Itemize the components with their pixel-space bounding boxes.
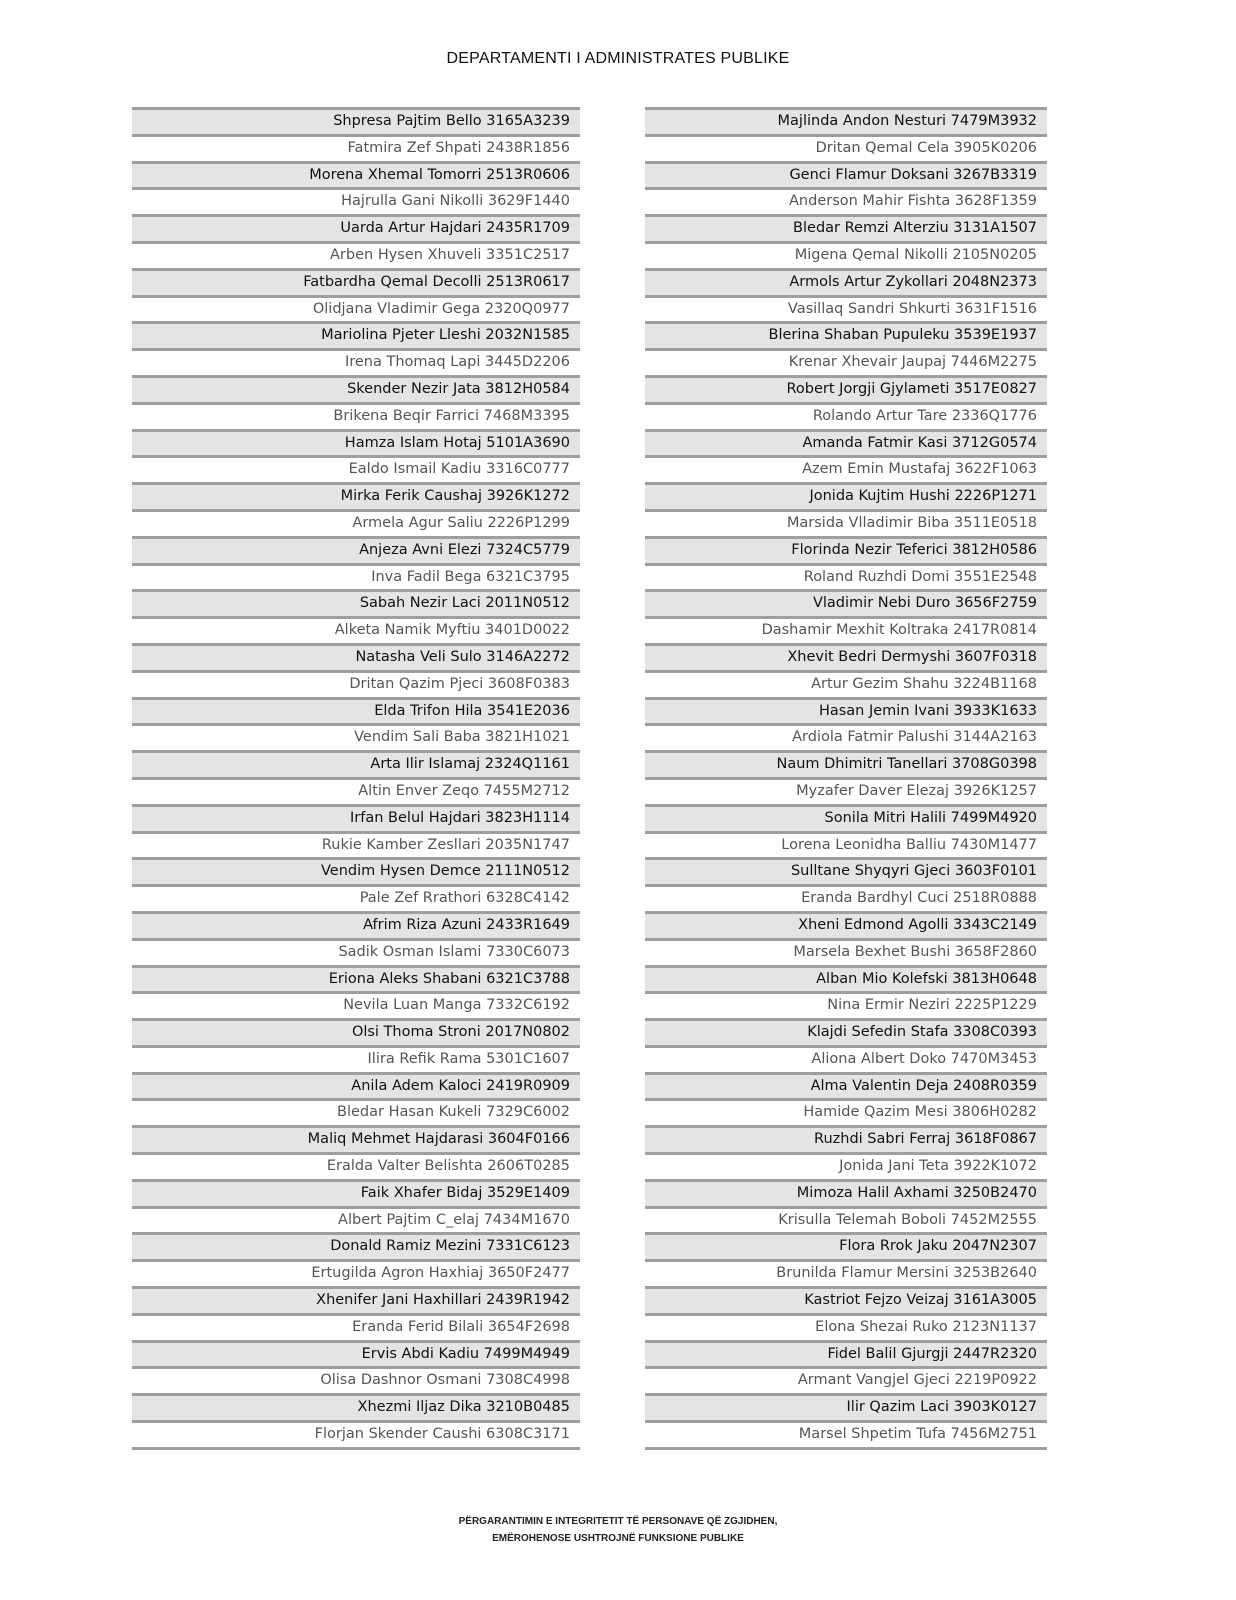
list-item: Alban Mio Kolefski 3813H0648 [645, 965, 1047, 992]
list-item: Brikena Beqir Farrici 7468M3395 [132, 402, 580, 429]
list-item: Vendim Hysen Demce 2111N0512 [132, 857, 580, 884]
list-item: Sadik Osman Islami 7330C6073 [132, 938, 580, 965]
list-item: Roland Ruzhdi Domi 3551E2548 [645, 563, 1047, 590]
list-item: Sabah Nezir Laci 2011N0512 [132, 589, 580, 616]
list-item: Mariolina Pjeter Lleshi 2032N1585 [132, 321, 580, 348]
list-item: Florjan Skender Caushi 6308C3171 [132, 1420, 580, 1447]
list-item: Robert Jorgji Gjylameti 3517E0827 [645, 375, 1047, 402]
list-item: Hamza Islam Hotaj 5101A3690 [132, 429, 580, 456]
page-footer [0, 1513, 1236, 1547]
list-item: Mirka Ferik Caushaj 3926K1272 [132, 482, 580, 509]
list-item: Amanda Fatmir Kasi 3712G0574 [645, 429, 1047, 456]
list-item: Elda Trifon Hila 3541E2036 [132, 697, 580, 724]
list-item: Xhenifer Jani Haxhillari 2439R1942 [132, 1286, 580, 1313]
list-item: Marsida Vlladimir Biba 3511E0518 [645, 509, 1047, 536]
list-item: Migena Qemal Nikolli 2105N0205 [645, 241, 1047, 268]
list-item: Vladimir Nebi Duro 3656F2759 [645, 589, 1047, 616]
list-item: Artur Gezim Shahu 3224B1168 [645, 670, 1047, 697]
list-item: Arben Hysen Xhuveli 3351C2517 [132, 241, 580, 268]
list-item: Aliona Albert Doko 7470M3453 [645, 1045, 1047, 1072]
list-item: Brunilda Flamur Mersini 3253B2640 [645, 1259, 1047, 1286]
list-item: Dritan Qemal Cela 3905K0206 [645, 134, 1047, 161]
list-item: Florinda Nezir Teferici 3812H0586 [645, 536, 1047, 563]
list-item: Lorena Leonidha Balliu 7430M1477 [645, 831, 1047, 858]
list-item: Rolando Artur Tare 2336Q1776 [645, 402, 1047, 429]
list-item: Olsi Thoma Stroni 2017N0802 [132, 1018, 580, 1045]
list-item: Armela Agur Saliu 2226P1299 [132, 509, 580, 536]
list-item: Xhevit Bedri Dermyshi 3607F0318 [645, 643, 1047, 670]
list-item: Myzafer Daver Elezaj 3926K1257 [645, 777, 1047, 804]
list-item: Bledar Hasan Kukeli 7329C6002 [132, 1098, 580, 1125]
list-item: Klajdi Sefedin Stafa 3308C0393 [645, 1018, 1047, 1045]
list-item: Eralda Valter Belishta 2606T0285 [132, 1152, 580, 1179]
list-item: Sulltane Shyqyri Gjeci 3603F0101 [645, 857, 1047, 884]
list-item: Ilir Qazim Laci 3903K0127 [645, 1393, 1047, 1420]
list-item: Sonila Mitri Halili 7499M4920 [645, 804, 1047, 831]
list-item: Ertugilda Agron Haxhiaj 3650F2477 [132, 1259, 580, 1286]
list-item: Krenar Xhevair Jaupaj 7446M2275 [645, 348, 1047, 375]
list-item: Anderson Mahir Fishta 3628F1359 [645, 187, 1047, 214]
right-name-list [645, 107, 1047, 1450]
column-end-rule [132, 1447, 580, 1450]
list-item: Blerina Shaban Pupuleku 3539E1937 [645, 321, 1047, 348]
list-item: Afrim Riza Azuni 2433R1649 [132, 911, 580, 938]
list-item: Hasan Jemin Ivani 3933K1633 [645, 697, 1047, 724]
list-item: Elona Shezai Ruko 2123N1137 [645, 1313, 1047, 1340]
list-item: Hajrulla Gani Nikolli 3629F1440 [132, 187, 580, 214]
list-item: Ealdo Ismail Kadiu 3316C0777 [132, 455, 580, 482]
list-item: Kastriot Fejzo Veizaj 3161A3005 [645, 1286, 1047, 1313]
list-item: Anila Adem Kaloci 2419R0909 [132, 1072, 580, 1099]
list-item: Ervis Abdi Kadiu 7499M4949 [132, 1340, 580, 1367]
list-item: Vasillaq Sandri Shkurti 3631F1516 [645, 295, 1047, 322]
page-title: DEPARTAMENTI I ADMINISTRATES PUBLIKE [446, 50, 790, 67]
list-item: Olisa Dashnor Osmani 7308C4998 [132, 1366, 580, 1393]
list-item: Fidel Balil Gjurgji 2447R2320 [645, 1340, 1047, 1367]
list-item: Azem Emin Mustafaj 3622F1063 [645, 455, 1047, 482]
list-item: Alketa Namik Myftiu 3401D0022 [132, 616, 580, 643]
list-item: Nevila Luan Manga 7332C6192 [132, 991, 580, 1018]
list-item: Dritan Qazim Pjeci 3608F0383 [132, 670, 580, 697]
footer-line-1: PËRGARANTIMIN E INTEGRITETIT TË PERSONAVE QË ZGJIDHEN, [458, 1516, 778, 1527]
list-item: Fatbardha Qemal Decolli 2513R0617 [132, 268, 580, 295]
list-item: Donald Ramiz Mezini 7331C6123 [132, 1232, 580, 1259]
list-item: Altin Enver Zeqo 7455M2712 [132, 777, 580, 804]
list-item: Alma Valentin Deja 2408R0359 [645, 1072, 1047, 1099]
list-item: Ardiola Fatmir Palushi 3144A2163 [645, 723, 1047, 750]
list-item: Eranda Ferid Bilali 3654F2698 [132, 1313, 580, 1340]
list-item: Xhezmi Iljaz Dika 3210B0485 [132, 1393, 580, 1420]
list-item: Maliq Mehmet Hajdarasi 3604F0166 [132, 1125, 580, 1152]
list-item: Vendim Sali Baba 3821H1021 [132, 723, 580, 750]
list-item: Ilira Refik Rama 5301C1607 [132, 1045, 580, 1072]
list-item: Armols Artur Zykollari 2048N2373 [645, 268, 1047, 295]
list-item: Marsela Bexhet Bushi 3658F2860 [645, 938, 1047, 965]
list-item: Morena Xhemal Tomorri 2513R0606 [132, 161, 580, 188]
list-item: Pale Zef Rrathori 6328C4142 [132, 884, 580, 911]
list-item: Irena Thomaq Lapi 3445D2206 [132, 348, 580, 375]
list-item: Fatmira Zef Shpati 2438R1856 [132, 134, 580, 161]
list-item: Dashamir Mexhit Koltraka 2417R0814 [645, 616, 1047, 643]
list-item: Xheni Edmond Agolli 3343C2149 [645, 911, 1047, 938]
list-item: Jonida Jani Teta 3922K1072 [645, 1152, 1047, 1179]
list-item: Armant Vangjel Gjeci 2219P0922 [645, 1366, 1047, 1393]
left-name-list [132, 107, 580, 1450]
list-item: Eriona Aleks Shabani 6321C3788 [132, 965, 580, 992]
list-item: Genci Flamur Doksani 3267B3319 [645, 161, 1047, 188]
list-item: Skender Nezir Jata 3812H0584 [132, 375, 580, 402]
list-item: Bledar Remzi Alterziu 3131A1507 [645, 214, 1047, 241]
list-item: Flora Rrok Jaku 2047N2307 [645, 1232, 1047, 1259]
list-item: Irfan Belul Hajdari 3823H1114 [132, 804, 580, 831]
list-item: Nina Ermir Neziri 2225P1229 [645, 991, 1047, 1018]
list-item: Majlinda Andon Nesturi 7479M3932 [645, 107, 1047, 134]
list-item: Shpresa Pajtim Bello 3165A3239 [132, 107, 580, 134]
list-item: Faik Xhafer Bidaj 3529E1409 [132, 1179, 580, 1206]
column-end-rule [645, 1447, 1047, 1450]
list-item: Eranda Bardhyl Cuci 2518R0888 [645, 884, 1047, 911]
list-item: Hamide Qazim Mesi 3806H0282 [645, 1098, 1047, 1125]
list-item: Inva Fadil Bega 6321C3795 [132, 563, 580, 590]
list-item: Albert Pajtim C_elaj 7434M1670 [132, 1206, 580, 1233]
list-item: Uarda Artur Hajdari 2435R1709 [132, 214, 580, 241]
list-item: Marsel Shpetim Tufa 7456M2751 [645, 1420, 1047, 1447]
list-item: Ruzhdi Sabri Ferraj 3618F0867 [645, 1125, 1047, 1152]
list-item: Natasha Veli Sulo 3146A2272 [132, 643, 580, 670]
list-item: Rukie Kamber Zesllari 2035N1747 [132, 831, 580, 858]
list-item: Arta Ilir Islamaj 2324Q1161 [132, 750, 580, 777]
list-item: Anjeza Avni Elezi 7324C5779 [132, 536, 580, 563]
list-item: Krisulla Telemah Boboli 7452M2555 [645, 1206, 1047, 1233]
footer-line-2: EMËROHENOSE USHTROJNË FUNKSIONE PUBLIKE [492, 1533, 744, 1544]
list-item: Naum Dhimitri Tanellari 3708G0398 [645, 750, 1047, 777]
list-item: Jonida Kujtim Hushi 2226P1271 [645, 482, 1047, 509]
list-item: Olidjana Vladimir Gega 2320Q0977 [132, 295, 580, 322]
list-item: Mimoza Halil Axhami 3250B2470 [645, 1179, 1047, 1206]
